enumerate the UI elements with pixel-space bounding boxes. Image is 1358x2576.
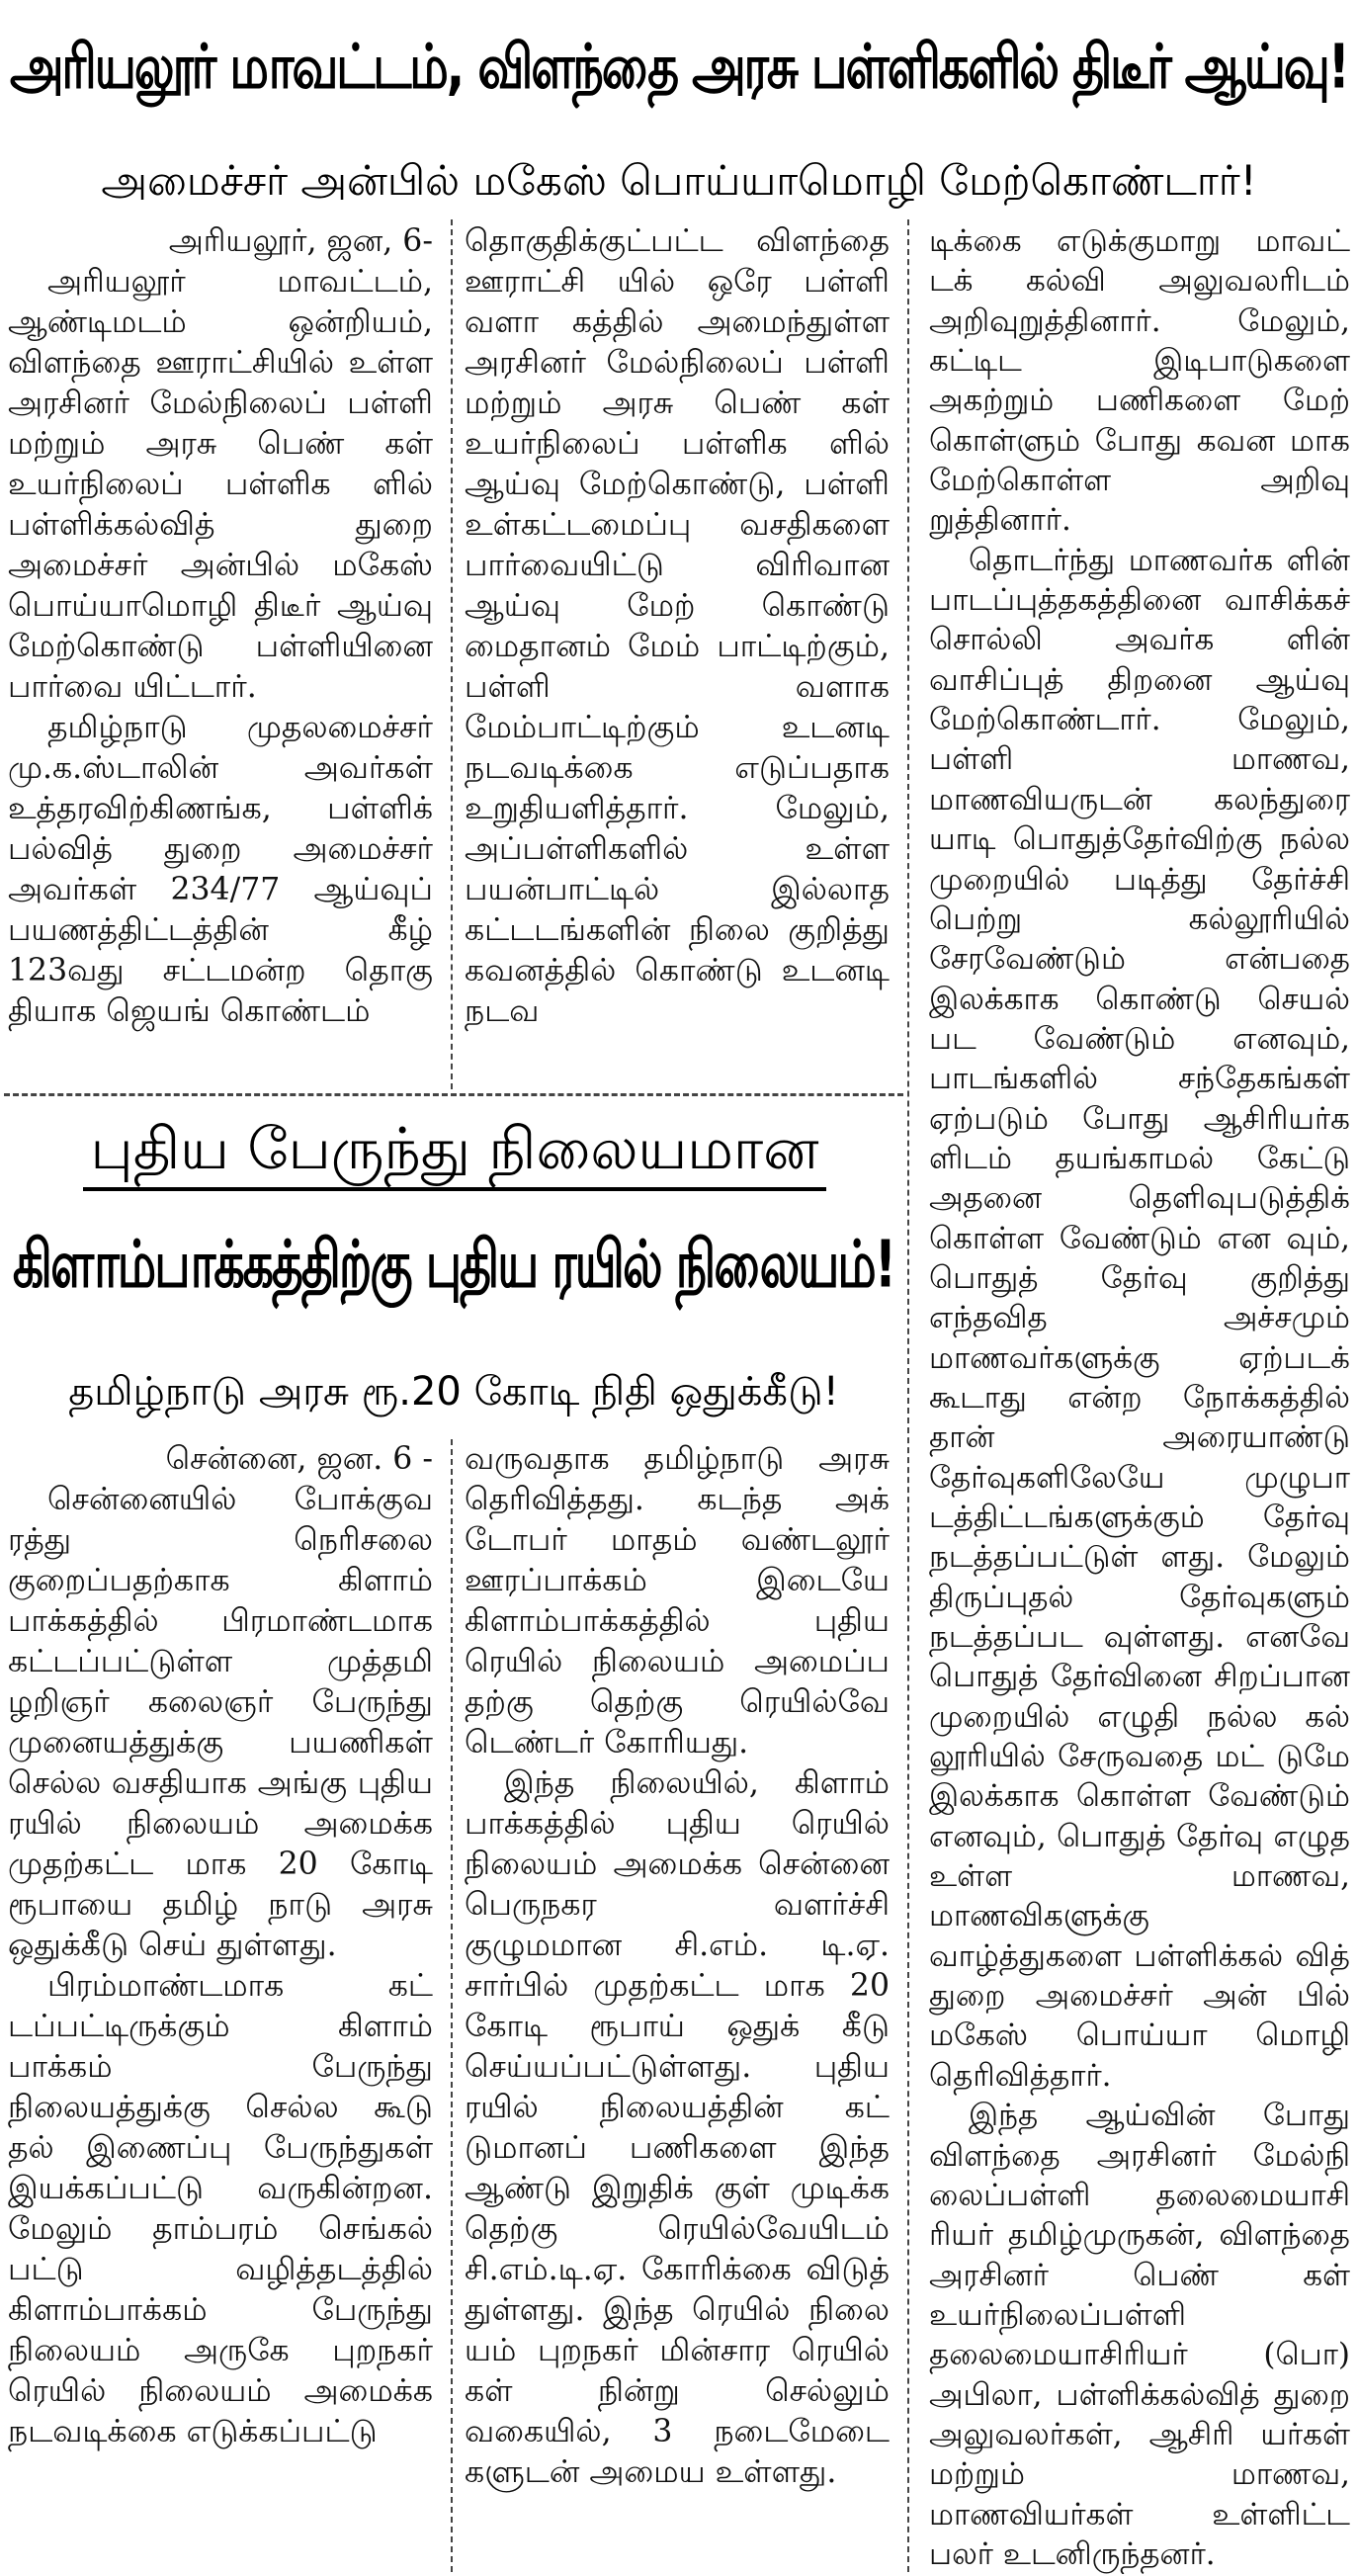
article-separator bbox=[4, 1093, 903, 1096]
article1-paragraph: தமிழ்நாடு முதலமைச்சர் மு.க.ஸ்டாலின் அவர்கள் உத்தரவிற்கிணங்க, பள்ளிக் பல்வித் துறை அமைச்சர் அவர்கள் 234/77 ஆய்வுப் பயணத்திட்டத்தின் கீழ் 123வது சட்டமன்ற தொகு தியாக ஜெயங் கொண்டம் bbox=[8, 710, 433, 1029]
article1-subheadline: அமைச்சர் அன்பில் மகேஸ் பொய்யாமொழி மேற்கொண்டார்! bbox=[101, 155, 1257, 205]
article2-column-1 bbox=[8, 1439, 433, 2576]
article2-paragraph: பிரம்மாண்டமாக கட் டப்பட்டிருக்கும் கிளாம் பாக்கம் பேருந்து நிலையத்துக்கு செல்ல கூடு தல் இணைப்பு பேருந்துகள் இயக்கப்பட்டு வருகின்றன. மேலும் தாம்பரம் செங்கல் பட்டு வழித்தடத்தில் கிளாம்பாக்கம் பேருந்து நிலையம் அருகே புறநகர் ரெயில் நிலையம் அமைக்க நடவடிக்கை எடுக்கப்பட்டு bbox=[8, 1968, 433, 2449]
article1-paragraph: இந்த ஆய்வின் போது விளந்தை அரசினர் மேல்நி லைப்பள்ளி தலைமையாசி ரியர் தமிழ்முருகன், விளந்தை அரசினர் பெண் கள் உயர்நிலைப்பள்ளி தலைமையாசிரியர் (பொ) அபிலா, பள்ளிக்கல்வித் துறை அலுவலர்கள், ஆசிரி யர்கள் மற்றும் மாணவ, மாணவியர்கள் உள்ளிட்ட பலர் உடனிருந்தனர். bbox=[929, 2098, 1350, 2572]
article1-paragraph: தொகுதிக்குட்பட்ட விளந்தை ஊராட்சி யில் ஒரே பள்ளி வளா கத்தில் அமைந்துள்ள அரசினர் மேல்நிலைப் பள்ளி மற்றும் அரசு பெண் கள் உயர்நிலைப் பள்ளிக ளில் ஆய்வு மேற்கொண்டு, பள்ளி உள்கட்டமைப்பு வசதிகளை பார்வையிட்டு விரிவான ஆய்வு மேற் கொண்டு மைதானம் மேம் பாட்டிற்கும், பள்ளி வளாக மேம்பாட்டிற்கும் உடனடி நடவடிக்கை எடுப்பதாக உறுதியளித்தார். மேலும், அப்பள்ளிகளில் உள்ள பயன்பாட்டில் இல்லாத கட்டடங்களின் நிலை குறித்து கவனத்தில் கொண்டு உடனடி நடவ bbox=[465, 223, 890, 1029]
article1-dateline: அரியலூர், ஜன, 6- bbox=[168, 223, 433, 259]
article2-kicker-text: புதிய பேருந்து நிலையமான bbox=[83, 1110, 827, 1191]
article2-paragraph: வருவதாக தமிழ்நாடு அரசு தெரிவித்தது. கடந்த அக் டோபர் மாதம் வண்டலூர் ஊரப்பாக்கம் இடையே கிளாம்பாக்கத்தில் புதிய ரெயில் நிலையம் அமைப்ப தற்கு தெற்கு ரெயில்வே டெண்டர் கோரியது. bbox=[465, 1441, 890, 1760]
article2-column-2 bbox=[465, 1439, 890, 2576]
article1-paragraph: டிக்கை எடுக்குமாறு மாவட் டக் கல்வி அலுவலரிடம் அறிவுறுத்தினார். மேலும், கட்டிட இடிபாடுகளை அகற்றும் பணிகளை மேற் கொள்ளும் போது கவன மாக மேற்கொள்ள அறிவு றுத்தினார். bbox=[929, 223, 1350, 539]
article2-paragraph: இந்த நிலையில், கிளாம் பாக்கத்தில் புதிய ரெயில் நிலையம் அமைக்க சென்னை பெருநகர வளர்ச்சி குழுமமான சி.எம். டி.ஏ. சார்பில் முதற்கட்ட மாக 20 கோடி ரூபாய் ஒதுக் கீடு செய்யப்பட்டுள்ளது. புதிய ரயில் நிலையத்தின் கட் டுமானப் பணிகளை இந்த ஆண்டு இறுதிக் குள் முடிக்க தெற்கு ரெயில்வேயிடம் சி.எம்.டி.ஏ. கோரிக்கை விடுத் துள்ளது. இந்த ரெயில் நிலை யம் புறநகர் மின்சார ரெயில் கள் நின்று செல்லும் வகையில், 3 நடைமேடை களுடன் அமைய உள்ளது. bbox=[465, 1765, 890, 2490]
article1-column-2 bbox=[465, 221, 890, 1091]
column-divider bbox=[907, 219, 909, 2572]
article2-paragraph: சென்னையில் போக்குவ ரத்து நெரிசலை குறைப்பதற்காக கிளாம் பாக்கத்தில் பிரமாண்டமாக கட்டப்பட்டுள்ள முத்தமி ழறிஞர் கலைஞர் பேருந்து முனையத்துக்கு பயணிகள் செல்ல வசதியாக அங்கு புதிய ரயில் நிலையம் அமைக்க முதற்கட்ட மாக 20 கோடி ரூபாயை தமிழ் நாடு அரசு ஒதுக்கீடு செய் துள்ளது. bbox=[8, 1482, 433, 1963]
article1-paragraph: தொடர்ந்து மாணவர்க ளின் பாடப்புத்தகத்தினை வாசிக்கச் சொல்லி அவர்க ளின் வாசிப்புத் திறனை ஆய்வு மேற்கொண்டார். மேலும், பள்ளி மாணவ, மாணவியருடன் கலந்துரை யாடி பொதுத்தேர்விற்கு நல்ல முறையில் படித்து தேர்ச்சி பெற்று கல்லூரியில் சேரவேண்டும் என்பதை இலக்காக கொண்டு செயல் பட வேண்டும் எனவும், பாடங்களில் சந்தேகங்கள் ஏற்படும் போது ஆசிரியர்க ளிடம் தயங்காமல் கேட்டு அதனை தெளிவுபடுத்திக் கொள்ள வேண்டும் என வும், பொதுத் தேர்வு குறித்து எந்தவித அச்சமும் மாணவர்களுக்கு ஏற்படக் கூடாது என்ற நோக்கத்தில் தான் அரையாண்டு தேர்வுகளிலேயே முழுபா டத்திட்டங்களுக்கும் தேர்வு நடத்தப்பட்டுள் ளது. மேலும் திருப்புதல் தேர்வுகளும் நடத்தப்பட வுள்ளது. எனவே பொதுத் தேர்வினை சிறப்பான முறையில் எழுதி நல்ல கல் லூரியில் சேருவதை மட் டுமே இலக்காக கொள்ள வேண்டும் எனவும், பொதுத் தேர்வு எழுத உள்ள மாணவ, மாணவிகளுக்கு வாழ்த்துகளை பள்ளிக்கல் வித் துறை அமைச்சர் அன் பில் மகேஸ் பொய்யா மொழி தெரிவித்தார். bbox=[929, 542, 1350, 2094]
column-divider bbox=[451, 1439, 453, 2572]
article2-dateline: சென்னை, ஜன. 6 - bbox=[165, 1441, 433, 1477]
article2-subheadline: தமிழ்நாடு அரசு ரூ.20 கோடி நிதி ஒதுக்கீடு! bbox=[68, 1368, 839, 1415]
article2-headline: கிளாம்பாக்கத்திற்கு புதிய ரயில் நிலையம்! bbox=[12, 1226, 895, 1303]
article1-paragraph: அரியலூர் மாவட்டம், ஆண்டிமடம் ஒன்றியம், விளந்தை ஊராட்சியில் உள்ள அரசினர் மேல்நிலைப் பள்ளி மற்றும் அரசு பெண் கள் உயர்நிலைப் பள்ளிக ளில் பள்ளிக்கல்வித் துறை அமைச்சர் அன்பில் மகேஸ் பொய்யாமொழி திடீர் ஆய்வு மேற்கொண்டு பள்ளியினை பார்வை யிட்டார். bbox=[8, 264, 433, 705]
article1-column-3 bbox=[929, 221, 1350, 2574]
article1-headline: அரியலூர் மாவட்டம், விளந்தை அரசு பள்ளிகளில் திடீர் ஆய்வு! bbox=[9, 32, 1349, 103]
column-divider bbox=[451, 219, 453, 1089]
article1-column-1 bbox=[8, 221, 433, 1091]
